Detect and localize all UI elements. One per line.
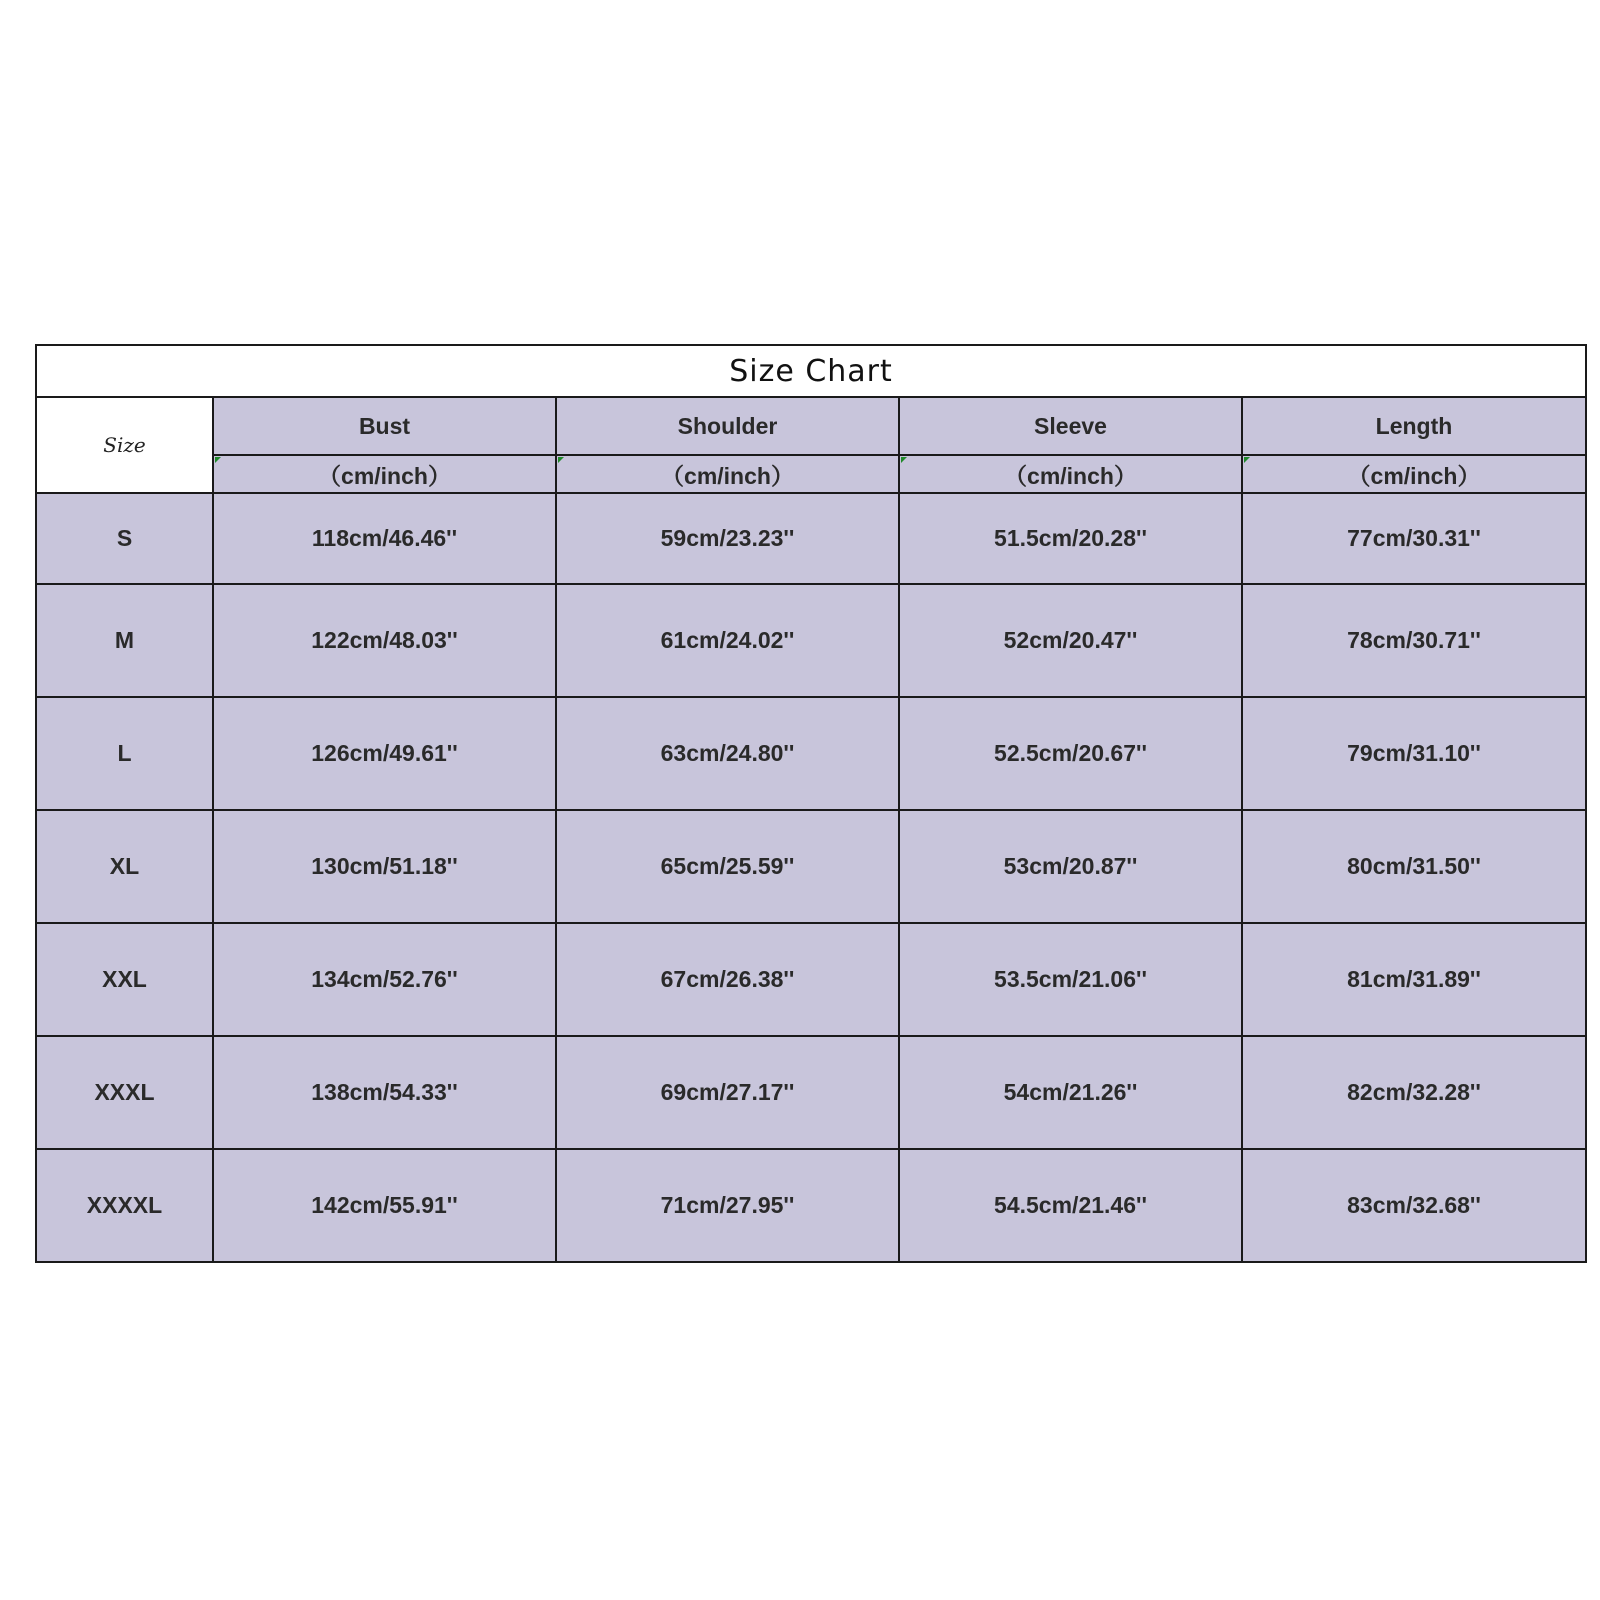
column-header-bust: Bust xyxy=(213,397,556,455)
measurement-cell: 53.5cm/21.06'' xyxy=(899,923,1242,1036)
unit-label-sleeve xyxy=(899,455,1242,493)
table-row xyxy=(36,697,1586,810)
measurement-cell: 54.5cm/21.46'' xyxy=(899,1149,1242,1262)
measurement-cell: 122cm/48.03'' xyxy=(213,584,556,697)
size-label: XXXL xyxy=(36,1036,213,1149)
measurement-cell: 130cm/51.18'' xyxy=(213,810,556,923)
measurement-cell: 54cm/21.26'' xyxy=(899,1036,1242,1149)
header-row xyxy=(36,397,1586,455)
cell-marker-icon xyxy=(558,457,564,463)
size-chart-table xyxy=(35,344,1587,1263)
measurement-cell: 65cm/25.59'' xyxy=(556,810,899,923)
measurement-cell: 61cm/24.02'' xyxy=(556,584,899,697)
measurement-cell: 118cm/46.46'' xyxy=(213,493,556,584)
measurement-cell: 51.5cm/20.28'' xyxy=(899,493,1242,584)
measurement-cell: 81cm/31.89'' xyxy=(1242,923,1586,1036)
table-row xyxy=(36,584,1586,697)
table-row xyxy=(36,923,1586,1036)
measurement-cell: 83cm/32.68'' xyxy=(1242,1149,1586,1262)
measurement-cell: 80cm/31.50'' xyxy=(1242,810,1586,923)
measurement-cell: 53cm/20.87'' xyxy=(899,810,1242,923)
measurement-cell: 78cm/30.71'' xyxy=(1242,584,1586,697)
title-row xyxy=(36,345,1586,397)
size-label: XXL xyxy=(36,923,213,1036)
measurement-cell: 142cm/55.91'' xyxy=(213,1149,556,1262)
measurement-cell: 82cm/32.28'' xyxy=(1242,1036,1586,1149)
column-header-length: Length xyxy=(1242,397,1586,455)
size-label: L xyxy=(36,697,213,810)
cell-marker-icon xyxy=(1244,457,1250,463)
size-label: XXXXL xyxy=(36,1149,213,1262)
measurement-cell: 71cm/27.95'' xyxy=(556,1149,899,1262)
table-row xyxy=(36,1036,1586,1149)
unit-label-bust xyxy=(213,455,556,493)
unit-text: （cm/inch） xyxy=(1004,462,1137,489)
measurement-cell: 63cm/24.80'' xyxy=(556,697,899,810)
unit-text: （cm/inch） xyxy=(318,462,451,489)
column-header-shoulder: Shoulder xyxy=(556,397,899,455)
measurement-cell: 69cm/27.17'' xyxy=(556,1036,899,1149)
measurement-cell: 52cm/20.47'' xyxy=(899,584,1242,697)
measurement-cell: 126cm/49.61'' xyxy=(213,697,556,810)
size-label: XL xyxy=(36,810,213,923)
unit-text: （cm/inch） xyxy=(661,462,794,489)
table-row xyxy=(36,810,1586,923)
size-label: M xyxy=(36,584,213,697)
table-row xyxy=(36,1149,1586,1262)
size-label: S xyxy=(36,493,213,584)
size-column-header: Size xyxy=(36,397,213,493)
column-header-sleeve: Sleeve xyxy=(899,397,1242,455)
measurement-cell: 77cm/30.31'' xyxy=(1242,493,1586,584)
cell-marker-icon xyxy=(901,457,907,463)
unit-label-shoulder xyxy=(556,455,899,493)
measurement-cell: 79cm/31.10'' xyxy=(1242,697,1586,810)
cell-marker-icon xyxy=(215,457,221,463)
table-title: Size Chart xyxy=(36,345,1586,397)
unit-label-length xyxy=(1242,455,1586,493)
unit-row xyxy=(36,455,1586,493)
measurement-cell: 138cm/54.33'' xyxy=(213,1036,556,1149)
measurement-cell: 59cm/23.23'' xyxy=(556,493,899,584)
measurement-cell: 134cm/52.76'' xyxy=(213,923,556,1036)
measurement-cell: 67cm/26.38'' xyxy=(556,923,899,1036)
table-row xyxy=(36,493,1586,584)
unit-text: （cm/inch） xyxy=(1347,462,1481,489)
measurement-cell: 52.5cm/20.67'' xyxy=(899,697,1242,810)
